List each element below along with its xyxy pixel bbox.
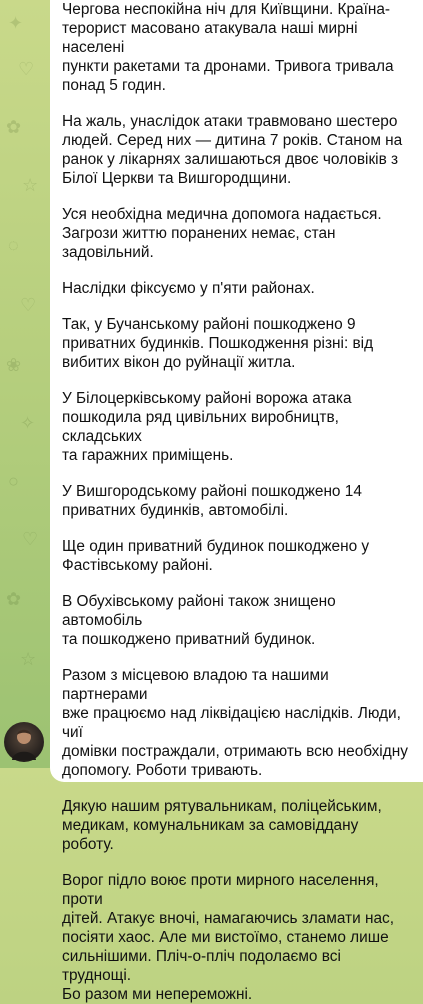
person-icon xyxy=(4,722,44,762)
message-paragraph: У Білоцерківському районі ворожа атака пошкодила ряд цивільних виробництв, складських та гаражних приміщень. xyxy=(62,390,352,464)
doodle-circle-icon: ○ xyxy=(8,471,19,491)
doodle-flower-icon: ❀ xyxy=(6,355,22,375)
doodle-flower-icon: ✿ xyxy=(6,117,22,137)
message-paragraph: Разом з місцевою владою та нашими партнерами вже працюємо над ліквідацією наслідків. Люди, чиї домівки постраждали, отримають всю необхідну допомогу. Роботи тривають. xyxy=(62,667,408,779)
doodle-heart-icon: ♡ xyxy=(18,59,35,79)
message-paragraph: У Вишгородському районі пошкоджено 14 приватних будинків, автомобілі. xyxy=(62,483,362,519)
doodle-star-icon: ☆ xyxy=(22,175,39,195)
message-paragraph: Так, у Бучанському районі пошкоджено 9 приватних будинків. Пошкодження різні: від вибитих вікон до руйнації житла. xyxy=(62,316,374,371)
message-paragraph: Ворог підло воює проти мирного населення, проти дітей. Атакує вночі, намагаючись зламати нас, посіяти хаос. Але ми вистоїмо, станемо лише сильнішими. Пліч-о-пліч подолаємо всі труднощі. Бо разом ми непереможні. xyxy=(62,872,394,1003)
doodle-circle-icon: ◌ xyxy=(8,235,19,255)
message-paragraph: Уся необхідна медична допомога надається. Загрози життю поранених немає, стан задовільний. xyxy=(62,206,382,261)
message-paragraph: Наслідки фіксуємо у п'яти районах. xyxy=(62,280,315,297)
doodle-star-icon: ✧ xyxy=(20,413,36,433)
doodle-heart-icon: ♡ xyxy=(22,529,39,549)
message-paragraph: Чергова неспокійна ніч для Київщини. Країна- терорист масовано атакувала наші мирні населені пункти ракетами та дронами. Тривога тривала понад 5 годин. xyxy=(62,1,394,94)
doodle-star-icon: ✦ xyxy=(8,13,24,33)
message-paragraph: В Обухівському районі також знищено автомобіль та пошкоджено приватний будинок. xyxy=(62,593,336,648)
message-bubble[interactable] xyxy=(50,0,423,1003)
doodle-star-icon: ☆ xyxy=(20,649,37,669)
doodle-heart-icon: ♡ xyxy=(20,295,37,315)
message-paragraph: Дякую нашим рятувальникам, поліцейським, медикам, комунальникам за самовіддану роботу. xyxy=(62,798,382,853)
doodle-flower-icon: ✿ xyxy=(6,589,22,609)
sender-avatar[interactable] xyxy=(4,722,44,762)
message-paragraph: Ще один приватний будинок пошкоджено у Фастівському районі. xyxy=(62,538,370,574)
message-paragraph: На жаль, унаслідок атаки травмовано шестеро людей. Серед них — дитина 7 років. Станом на ранок у лікарнях залишаються двоє чоловіків з Білої Церкви та Вишгородщини. xyxy=(62,113,403,187)
